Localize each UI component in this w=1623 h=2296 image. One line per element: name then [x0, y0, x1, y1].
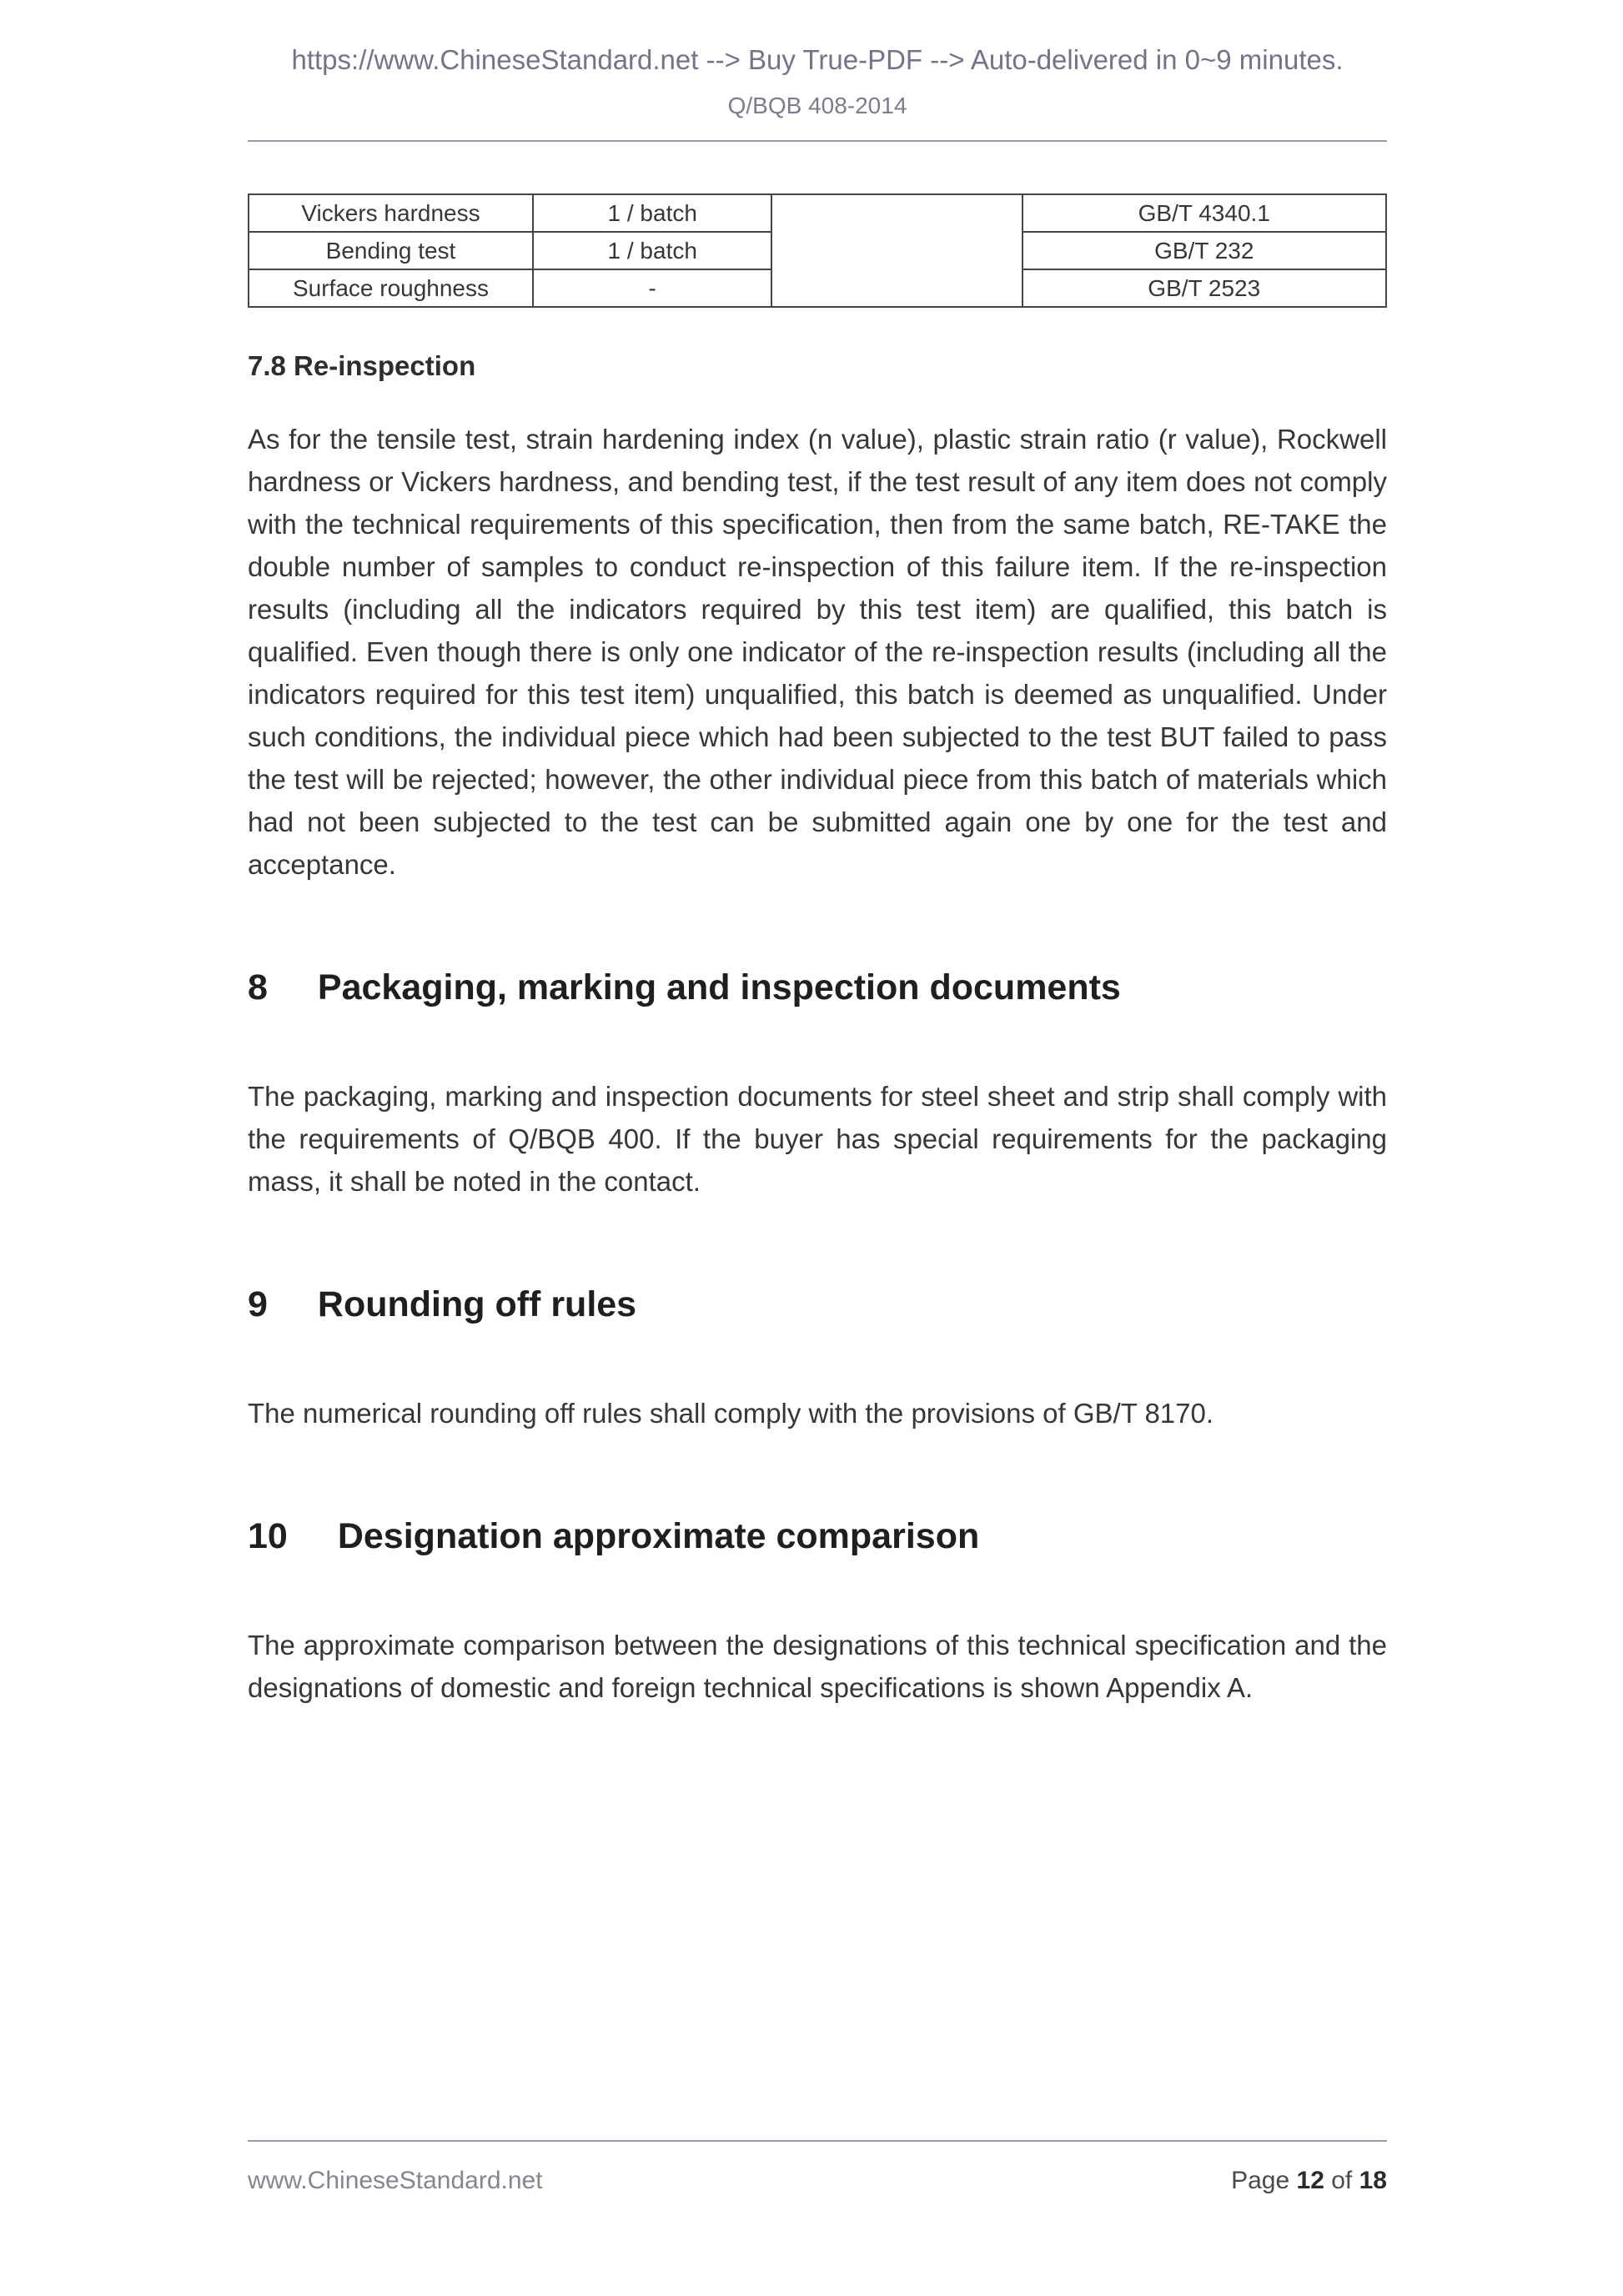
table-cell-standard: GB/T 232 [1023, 232, 1386, 269]
page-content [248, 0, 1387, 1709]
page-label: Page [1231, 2167, 1290, 2194]
inspection-methods-table [248, 193, 1387, 308]
page-footer [248, 2140, 1387, 2195]
section-7-8-paragraph: As for the tensile test, strain hardening index (n value), plastic strain ratio (r value), Rockwell hardness or Vickers hardness, and bending test, if the test result of any item does not comply with the technical requirements of this specification, then from the same batch, RE-TAKE the double number of samples to conduct re-inspection of this failure item. If the re-inspection results (including all the indicators required by this test item) are qualified, this batch is qualified. Even though there is only one indicator of the re-inspection results (including all the indicators required for this test item) unqualified, this batch is deemed as unqualified. Under such conditions, the individual piece which had been subjected to the test BUT failed to pass the test will be rejected; however, the other individual piece from this batch of materials which had not been subjected to the test can be submitted again one by one for the test and acceptance. [248, 424, 1387, 880]
section-9-paragraph: The numerical rounding off rules shall comply with the provisions of GB/T 8170. [248, 1398, 1214, 1429]
table-cell-test: Vickers hardness [249, 194, 533, 232]
section-7-8-heading: 7.8 Re-inspection [248, 350, 476, 381]
section-9-heading [248, 1282, 1387, 1327]
total-pages: 18 [1359, 2167, 1387, 2194]
section-number: 9 [248, 1284, 268, 1324]
section-8-heading [248, 965, 1387, 1010]
section-number: 10 [248, 1516, 288, 1556]
table-cell-test: Surface roughness [249, 269, 533, 307]
section-title: Rounding off rules [317, 1284, 637, 1324]
table-cell-frequency: 1 / batch [533, 194, 771, 232]
table-cell-frequency: 1 / batch [533, 232, 771, 269]
document-number: Q/BQB 408-2014 [727, 93, 907, 118]
header-divider [248, 140, 1387, 142]
footer-divider [248, 2140, 1387, 2142]
table-cell-empty [771, 194, 1022, 307]
table-cell-frequency: - [533, 269, 771, 307]
of-label: of [1331, 2167, 1353, 2194]
table-cell-standard: GB/T 4340.1 [1023, 194, 1386, 232]
section-8-paragraph: The packaging, marking and inspection documents for steel sheet and strip shall comply with the requirements of Q/BQB 400. If the buyer has special requirements for the packaging mass, it shall be noted in the contact. [248, 1081, 1387, 1197]
section-number: 8 [248, 967, 268, 1007]
section-title: Designation approximate comparison [337, 1516, 980, 1556]
table-row [249, 194, 1386, 232]
page-indicator [1231, 2167, 1387, 2195]
section-10-heading [248, 1514, 1387, 1559]
page-number: 12 [1296, 2167, 1324, 2194]
section-title: Packaging, marking and inspection documents [317, 967, 1121, 1007]
header-url-line: https://www.ChineseStandard.net --> Buy True-PDF --> Auto-delivered in 0~9 minutes. [291, 44, 1344, 75]
footer-site-text: www.ChineseStandard.net [248, 2167, 543, 2194]
section-10-paragraph: The approximate comparison between the designations of this technical specification and the designations of domestic and foreign technical specifications is shown Appendix A. [248, 1630, 1387, 1703]
table-cell-test: Bending test [249, 232, 533, 269]
table-cell-standard: GB/T 2523 [1023, 269, 1386, 307]
